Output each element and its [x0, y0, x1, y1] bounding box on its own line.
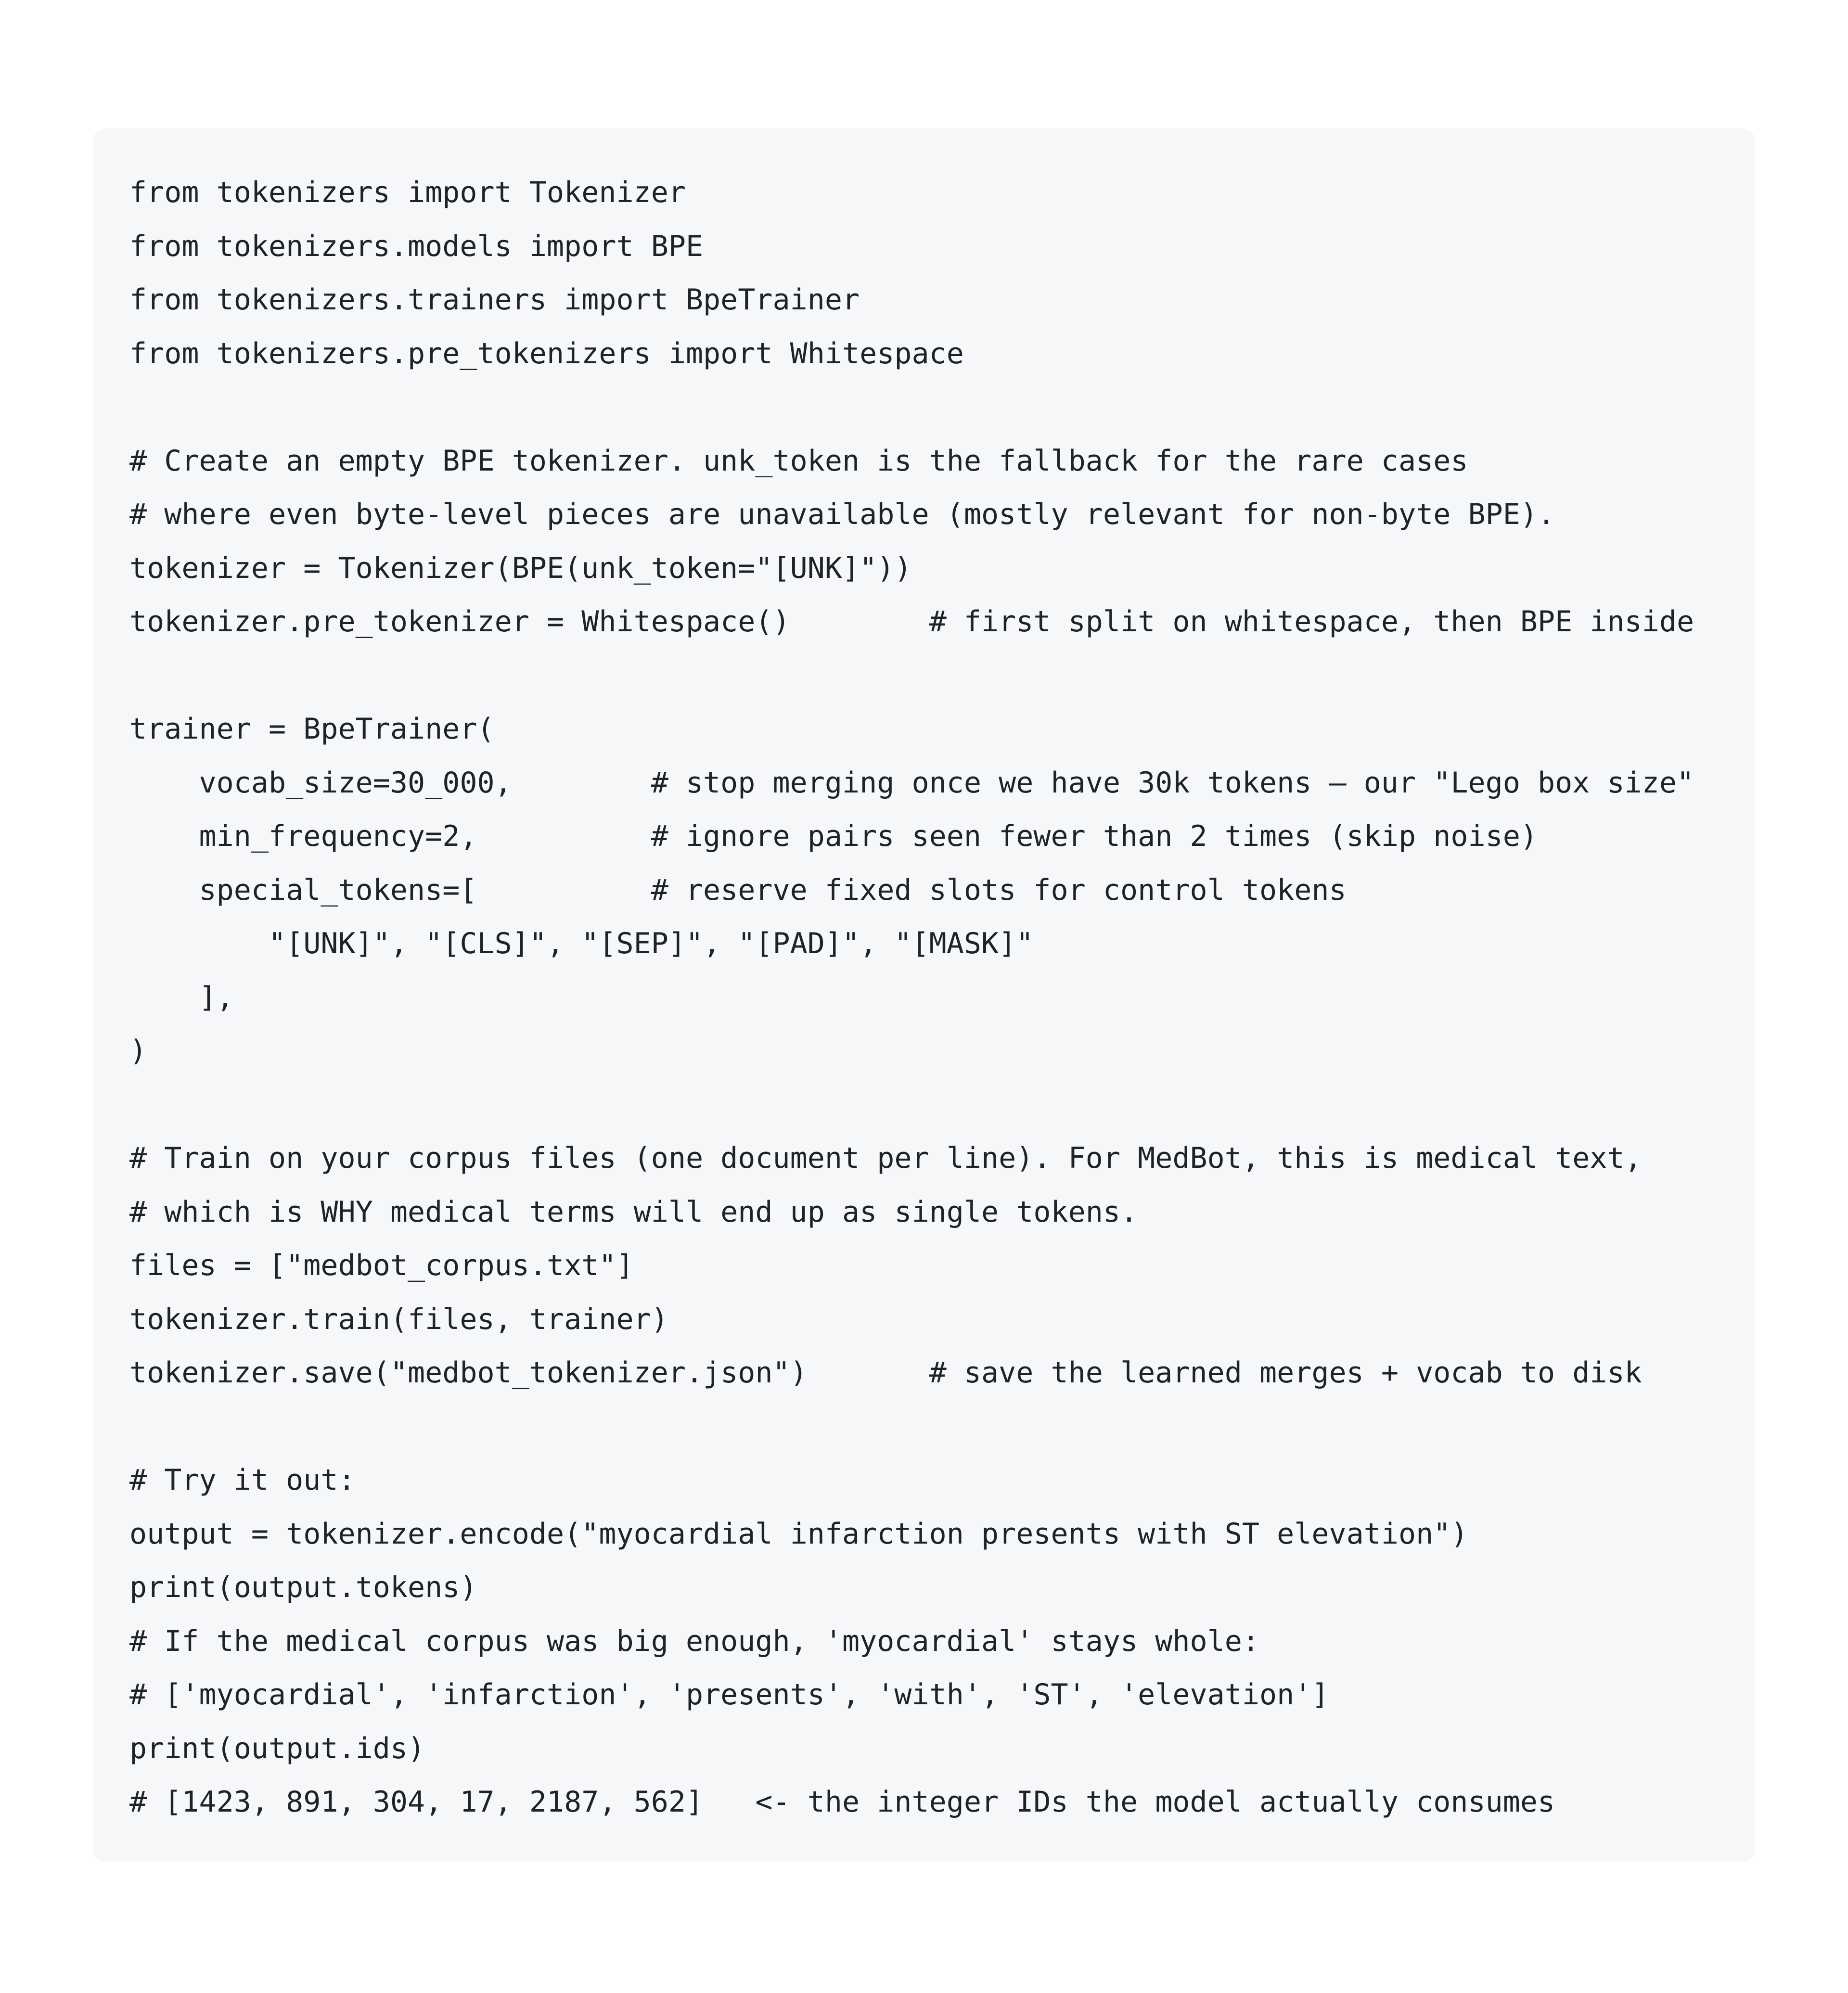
code-line-9: tokenizer.pre_tokenizer = Whitespace() # first split on whitespace, then BPE inside: [129, 605, 1694, 639]
code-line-29: # ['myocardial', 'infarction', 'presents', 'with', 'ST', 'elevation']: [129, 1678, 1329, 1712]
code-line-19: # Train on your corpus files (one document per line). For MedBot, this is medical text,: [129, 1141, 1642, 1175]
code-line-7: # where even byte-level pieces are unavailable (mostly relevant for non-byte BPE).: [129, 498, 1555, 531]
code-line-1: from tokenizers import Tokenizer: [129, 176, 686, 209]
code-line-8: tokenizer = Tokenizer(BPE(unk_token="[UNK]")): [129, 551, 912, 585]
code-line-14: special_tokens=[ # reserve fixed slots for control tokens: [129, 873, 1347, 907]
code-line-26: output = tokenizer.encode("myocardial infarction presents with ST elevation"): [129, 1517, 1468, 1551]
code-line-25: # Try it out:: [129, 1463, 356, 1497]
code-line-17: ): [129, 1034, 147, 1068]
code-line-20: # which is WHY medical terms will end up as single tokens.: [129, 1195, 1138, 1229]
code-line-28: # If the medical corpus was big enough, 'myocardial' stays whole:: [129, 1624, 1259, 1658]
code-line-6: # Create an empty BPE tokenizer. unk_token is the fallback for the rare cases: [129, 444, 1468, 478]
code-line-11: trainer = BpeTrainer(: [129, 712, 495, 746]
code-line-2: from tokenizers.models import BPE: [129, 229, 704, 263]
code-line-21: files = ["medbot_corpus.txt"]: [129, 1249, 634, 1282]
code-line-16: ],: [129, 980, 234, 1014]
code-line-23: tokenizer.save("medbot_tokenizer.json") # save the learned merges + vocab to disk: [129, 1356, 1642, 1390]
code-line-13: min_frequency=2, # ignore pairs seen fewer than 2 times (skip noise): [129, 819, 1538, 853]
code-lines: [129, 166, 1694, 1829]
code-line-3: from tokenizers.trainers import BpeTrainer: [129, 283, 860, 317]
code-line-31: # [1423, 891, 304, 17, 2187, 562] <- the integer IDs the model actually consumes: [129, 1785, 1555, 1819]
code-line-12: vocab_size=30_000, # stop merging once we have 30k tokens — our "Lego box size": [129, 766, 1694, 800]
code-line-4: from tokenizers.pre_tokenizers import Whitespace: [129, 336, 964, 370]
code-line-15: "[UNK]", "[CLS]", "[SEP]", "[PAD]", "[MASK]": [129, 927, 1034, 960]
code-line-18: [129, 1078, 1694, 1132]
code-line-30: print(output.ids): [129, 1731, 425, 1765]
code-line-24: [129, 1400, 1694, 1454]
code-line-10: [129, 649, 1694, 703]
code-line-5: [129, 381, 1694, 434]
code-line-27: print(output.tokens): [129, 1571, 477, 1604]
code-block: [93, 128, 1755, 1862]
code-line-22: tokenizer.train(files, trainer): [129, 1302, 668, 1336]
